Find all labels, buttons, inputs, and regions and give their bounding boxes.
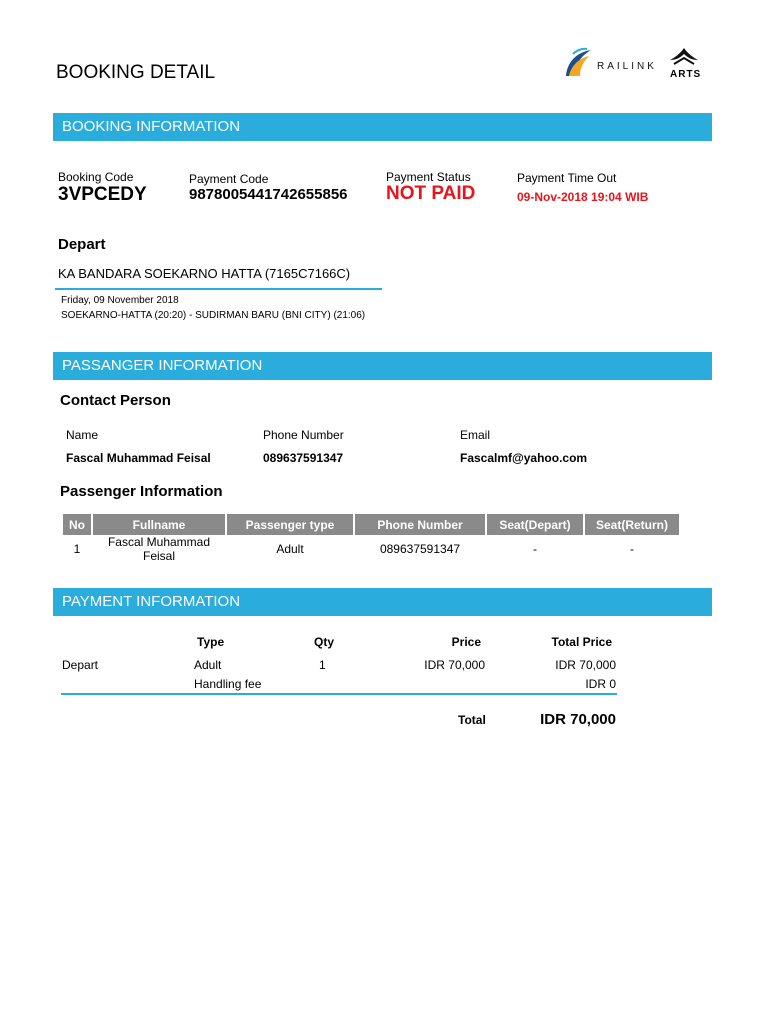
cell-phone-number: 089637591347 — [379, 542, 461, 556]
total-label: Total — [458, 713, 486, 727]
passenger-table-header — [63, 514, 679, 535]
payment-row-type: Adult — [194, 658, 222, 672]
railink-logo — [563, 46, 657, 87]
payment-row-price: IDR 70,000 — [424, 658, 485, 672]
payment-status-label: Payment Status — [386, 170, 471, 184]
contact-phone-label: Phone Number — [263, 428, 344, 442]
payment-row-qty: 1 — [319, 658, 326, 672]
contact-email: Fascalmf@yahoo.com — [460, 451, 588, 465]
cell-seat-depart: - — [533, 542, 537, 556]
payment-col-qty: Qty — [314, 635, 335, 649]
railink-logo-text: RAILINK — [597, 61, 657, 72]
contact-email-label: Email — [460, 428, 491, 442]
col-phone-number: Phone Number — [355, 514, 485, 535]
col-no: No — [63, 514, 91, 535]
arts-logo-text: ARTS — [670, 69, 702, 80]
contact-name: Fascal Muhammad Feisal — [66, 451, 211, 465]
col-seat-return: Seat(Return) — [585, 514, 679, 535]
contact-person-heading: Contact Person — [60, 392, 171, 409]
col-seat-depart: Seat(Depart) — [487, 514, 583, 535]
depart-route: SOEKARNO-HATTA (20:20) - SUDIRMAN BARU (BNI CITY) (21:06) — [61, 310, 366, 321]
col-fullname: Fullname — [93, 514, 225, 535]
booking-info-header: BOOKING INFORMATION — [53, 113, 712, 141]
payment-row-label: Depart — [62, 658, 99, 672]
passenger-table — [61, 514, 681, 563]
depart-heading: Depart — [58, 236, 106, 253]
contact-name-label: Name — [66, 428, 99, 442]
payment-divider — [61, 693, 617, 695]
passenger-info-header: PASSANGER INFORMATION — [53, 352, 712, 380]
arts-logo-icon — [668, 46, 700, 68]
payment-info-header: PAYMENT INFORMATION — [53, 588, 712, 616]
payment-status: NOT PAID — [386, 183, 476, 204]
cell-passenger-type: Adult — [276, 542, 304, 556]
payment-timeout-label: Payment Time Out — [517, 171, 617, 185]
cell-no: 1 — [73, 542, 81, 556]
page-title: BOOKING DETAIL — [56, 62, 216, 83]
col-passenger-type: Passenger type — [227, 514, 353, 535]
payment-timeout: 09-Nov-2018 19:04 WIB — [517, 190, 649, 204]
contact-phone: 089637591347 — [263, 451, 344, 465]
payment-row-total: IDR 70,000 — [555, 658, 616, 672]
handling-fee-label: Handling fee — [194, 677, 262, 691]
payment-col-type: Type — [197, 635, 225, 649]
depart-divider — [55, 288, 382, 290]
payment-code: 9878005441742655856 — [189, 186, 348, 203]
total-value: IDR 70,000 — [540, 711, 616, 728]
arts-logo — [668, 46, 702, 80]
booking-code: 3VPCEDY — [58, 184, 147, 205]
handling-fee-total: IDR 0 — [585, 677, 616, 691]
payment-col-price: Price — [451, 635, 481, 649]
cell-seat-return: - — [630, 542, 634, 556]
passenger-info-heading: Passenger Information — [60, 483, 223, 500]
booking-code-label: Booking Code — [58, 170, 134, 184]
cell-fullname: Fascal Muhammad Feisal — [107, 535, 211, 563]
payment-col-total-price: Total Price — [551, 635, 612, 649]
payment-code-label: Payment Code — [189, 172, 269, 186]
depart-train: KA BANDARA SOEKARNO HATTA (7165C7166C) — [58, 266, 351, 281]
depart-date: Friday, 09 November 2018 — [61, 295, 179, 306]
table-row — [63, 535, 679, 563]
